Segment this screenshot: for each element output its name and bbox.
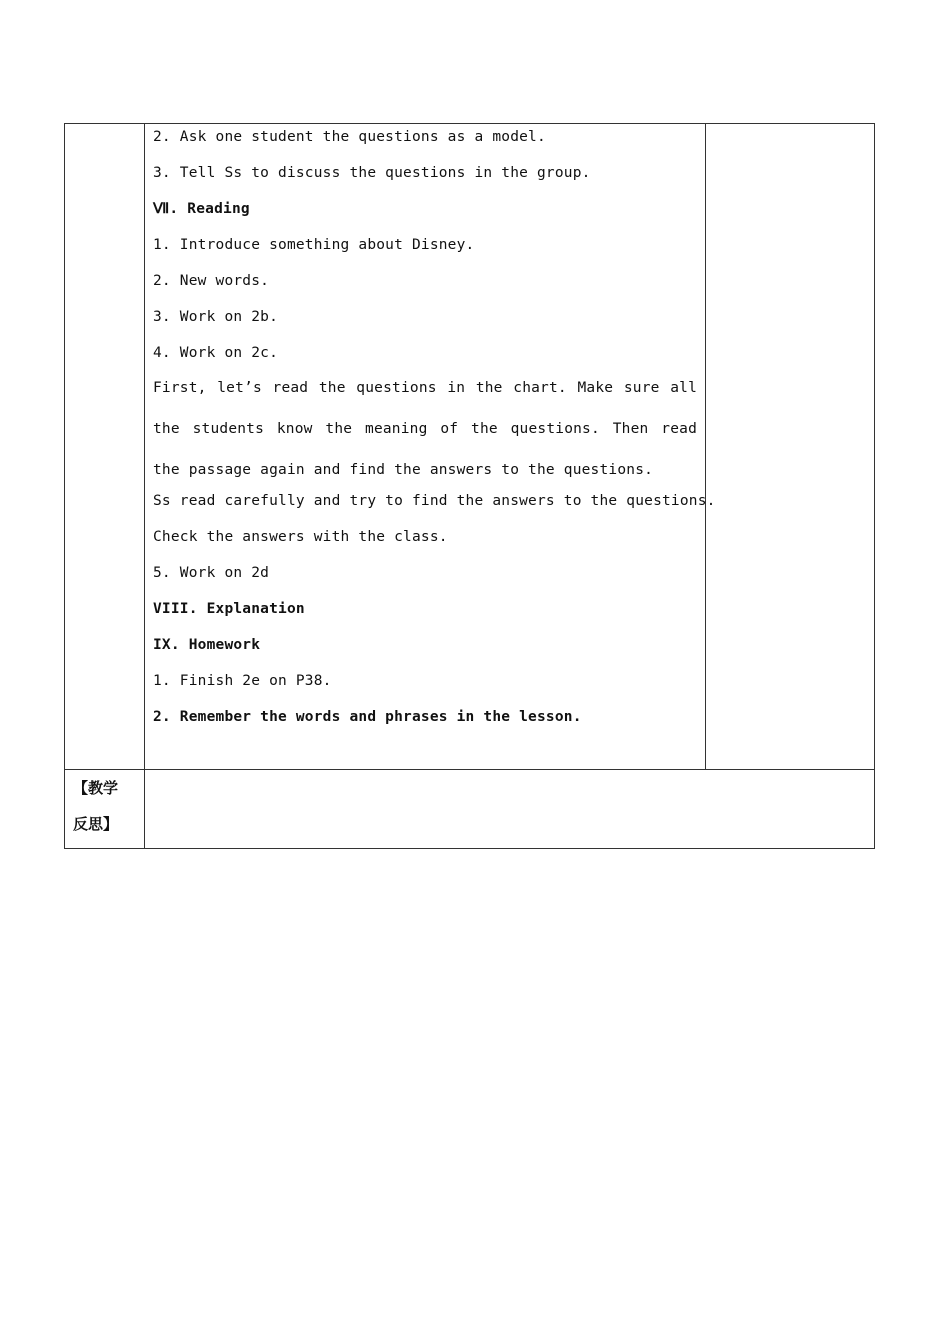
reflection-label-line2: 反思】 — [73, 815, 119, 833]
step-group-discussion: 3. Tell Ss to discuss the questions in the group. — [153, 165, 591, 181]
reading-paragraph: First, let’s read the questions in the chart. Make sure all the students know the meaning of the questions. Then read the passage again and find the answers to the questions. — [153, 380, 697, 478]
notes-cell-empty — [706, 124, 875, 770]
reading-after-2d: 5. Work on 2d — [153, 565, 270, 581]
procedure-content-cell — [145, 124, 716, 770]
section-heading-homework: IX. Homework — [153, 637, 261, 653]
reading-item-2b: 3. Work on 2b. — [153, 309, 279, 325]
reading-item-new-words: 2. New words. — [153, 273, 270, 289]
homework-item-remember-words: 2. Remember the words and phrases in the lesson. — [153, 709, 582, 725]
label-cell-empty — [65, 124, 145, 770]
reading-item-2c: 4. Work on 2c. — [153, 345, 279, 361]
reflection-row — [65, 770, 875, 849]
reading-after-check-answers: Check the answers with the class. — [153, 529, 448, 545]
reading-item-disney: 1. Introduce something about Disney. — [153, 237, 475, 253]
reflection-label-cell — [65, 770, 145, 849]
reflection-content-cell — [145, 770, 875, 849]
section-heading-explanation: VIII. Explanation — [153, 601, 305, 617]
homework-item-finish-2e: 1. Finish 2e on P38. — [153, 673, 332, 689]
procedure-row — [65, 124, 875, 770]
lesson-plan-table — [64, 123, 875, 849]
section-heading-reading: Ⅶ. Reading — [153, 201, 250, 217]
step-model-question: 2. Ask one student the questions as a model. — [153, 129, 546, 145]
reading-after-find-answers: Ss read carefully and try to find the answers to the questions. — [153, 493, 716, 509]
reflection-label-line1: 【教学 — [73, 779, 119, 797]
